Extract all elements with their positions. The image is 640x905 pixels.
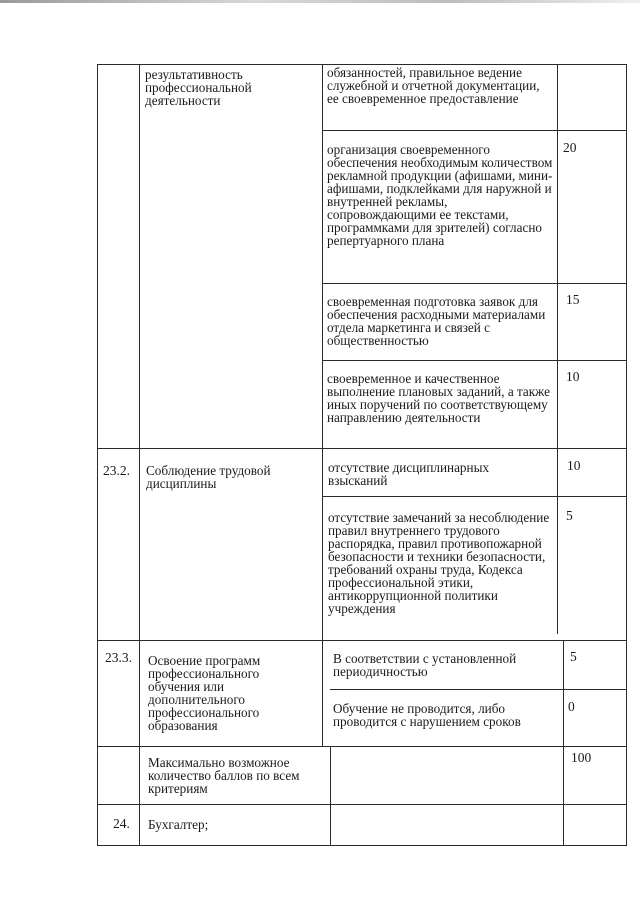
points-23-1-c: 15 (566, 292, 580, 307)
indicator-23-3-b: Обучение не проводится, либо проводится с нарушением сроков (333, 701, 521, 729)
max-score-value: 100 (571, 750, 592, 765)
indicator-23-1-c: своевременная подготовка заявок для обеспечения расходными материалами отдела маркетинга и связей с общественностью (327, 294, 546, 348)
criterion-23-1: результативность профессиональной деятельности (145, 67, 252, 108)
indicator-23-1-b: организация своевременного обеспечения необходимым количеством рекламной продукции (афишами, мини-афишами, подклейками для наружной и внутренней рекламы, сопровождающими ее текстами, программками для зрителей) согласно репертуарного плана (327, 142, 553, 248)
indicator-23-2-a: отсутствие дисциплинарных взысканий (328, 460, 490, 488)
points-23-3-b: 0 (568, 699, 575, 714)
max-score-label: Максимально возможное количество баллов по всем критериям (148, 755, 300, 796)
row-number-23-2: 23.2. (103, 463, 130, 478)
scan-top-edge (0, 0, 640, 3)
points-23-2-a: 10 (567, 458, 581, 473)
points-23-3-a: 5 (570, 649, 577, 664)
row-number-24: 24. (113, 816, 130, 831)
criterion-24: Бухгалтер; (148, 817, 209, 832)
indicator-23-1-d: своевременное и качественное выполнение плановых заданий, а также иных поручений по соответствующему направлению деятельности (327, 371, 550, 425)
points-23-2-b: 5 (566, 508, 573, 523)
points-23-1-d: 10 (566, 369, 580, 384)
indicator-23-1-a: обязанностей, правильное ведение служебной и отчетной документации, ее своевременное предоставление (327, 65, 540, 106)
criterion-23-3: Освоение программ профессионального обучения или дополнительного профессионального образования (148, 653, 261, 733)
criterion-23-2: Соблюдение трудовой дисциплины (146, 463, 271, 491)
points-23-1-b: 20 (563, 140, 577, 155)
indicator-23-2-b: отсутствие замечаний за несоблюдение правил внутреннего трудового распорядка, правил противопожарной безопасности и техники безопасности, требований охраны труда, Кодекса профессиональной этики, антикоррупционной политики учреждения (328, 510, 550, 616)
indicator-23-3-a: В соответствии с установленной периодичностью (333, 651, 517, 679)
row-number-23-3: 23.3. (105, 650, 132, 665)
